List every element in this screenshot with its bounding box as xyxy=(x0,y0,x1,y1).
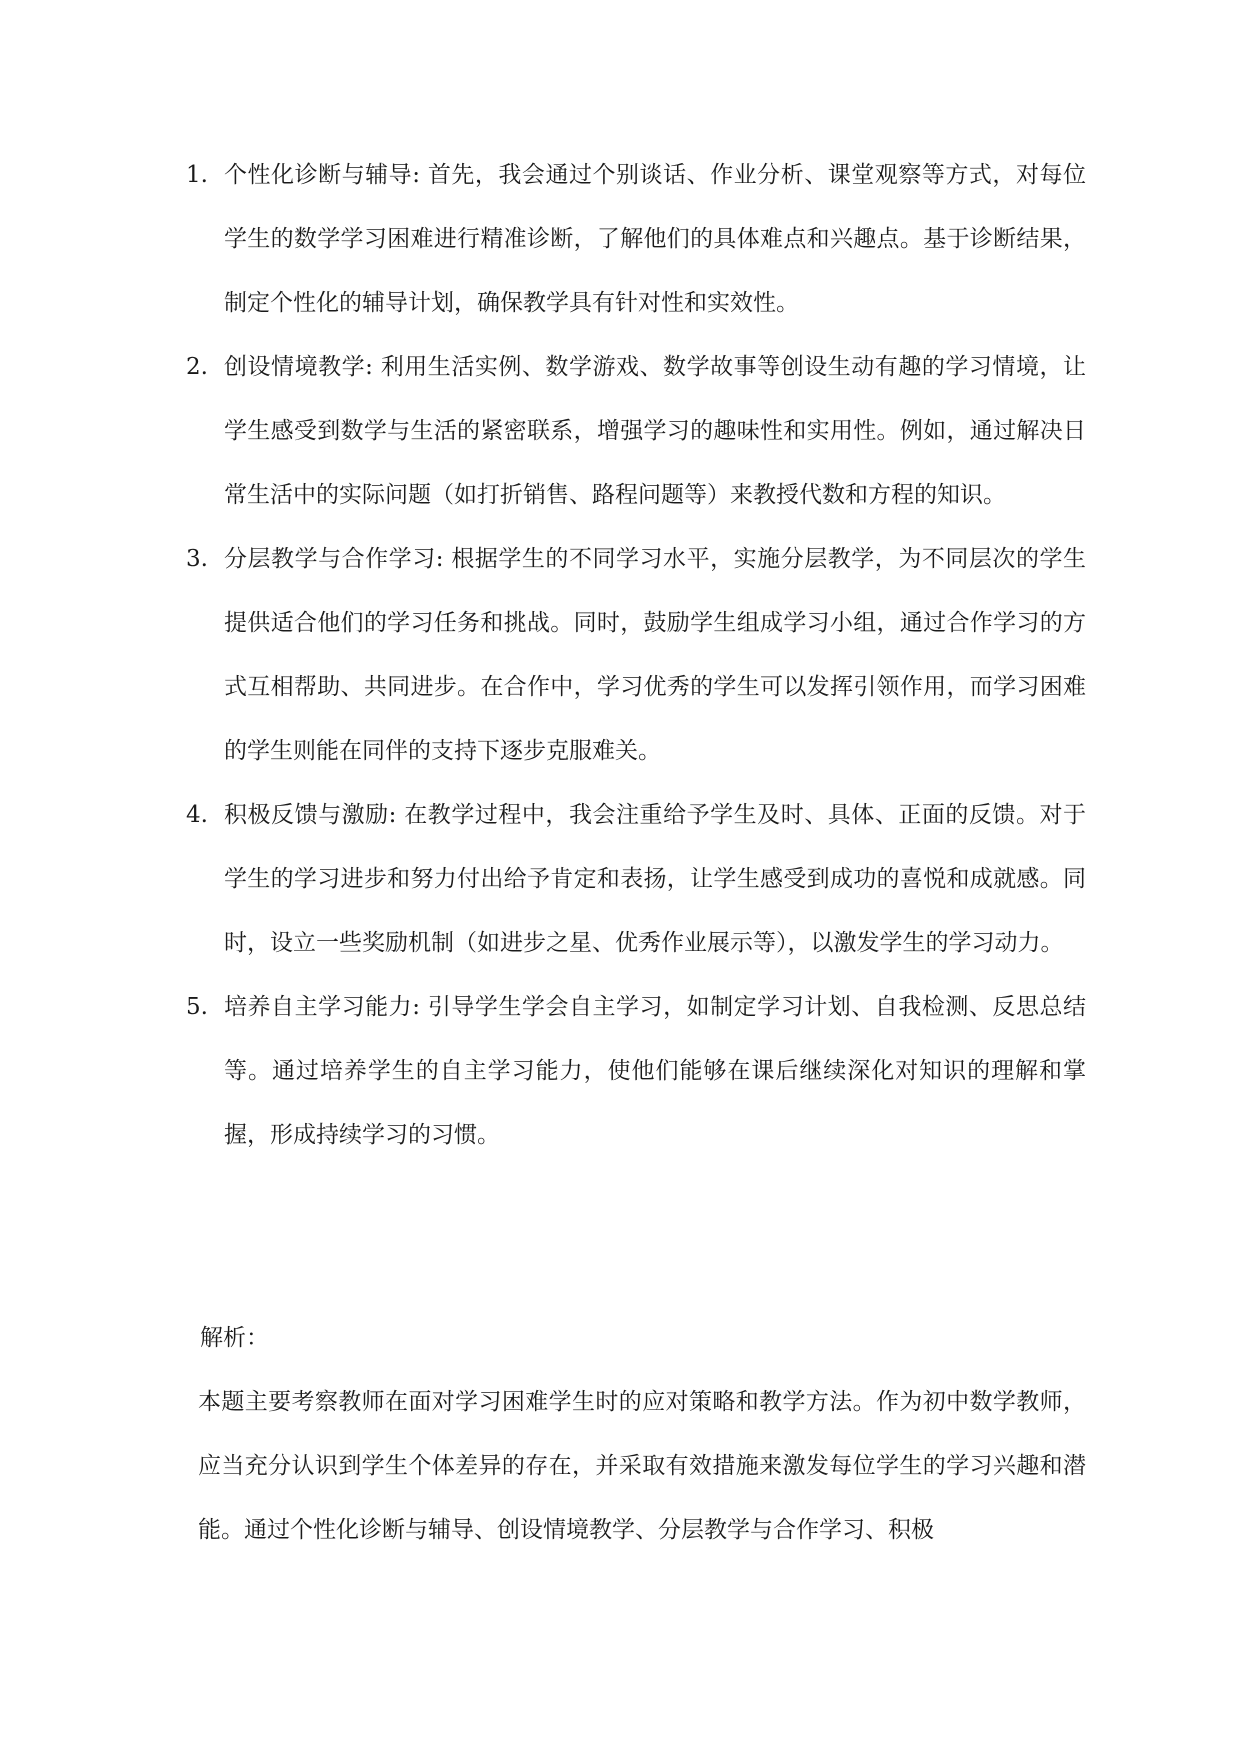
item-heading: 创设情境教学: xyxy=(224,354,373,380)
item-number: 5. xyxy=(186,994,208,1020)
answer-list xyxy=(186,143,1086,1167)
item-heading: 积极反馈与激励: xyxy=(224,802,397,828)
item-number: 4. xyxy=(186,802,208,828)
item-number: 2. xyxy=(186,354,208,380)
item-heading: 培养自主学习能力: xyxy=(224,994,420,1020)
analysis-paragraph: 本题主要考察教师在面对学习困难学生时的应对策略和教学方法。作为初中数学教师，应当充分认识到学生个体差异的存在，并采取有效措施来激发每位学生的学习兴趣和潜能。通过个性化诊断与辅导、创设情境教学、分层教学与合作学习、积极 xyxy=(198,1389,1086,1543)
analysis-label: 解析： xyxy=(200,1325,269,1351)
item-heading: 个性化诊断与辅导: xyxy=(224,162,420,188)
list-item xyxy=(186,335,1086,527)
list-item xyxy=(186,143,1086,335)
item-body: 首先，我会通过个别谈话、作业分析、课堂观察等方式，对每位学生的数学学习困难进行精准诊断，了解他们的具体难点和兴趣点。基于诊断结果，制定个性化的辅导计划，确保教学具有针对性和实效性。 xyxy=(224,162,1087,316)
item-body: 在教学过程中，我会注重给予学生及时、具体、正面的反馈。对于学生的学习进步和努力付出给予肯定和表扬，让学生感受到成功的喜悦和成就感。同时，设立一些奖励机制（如进步之星、优秀作业展示等），以激发学生的学习动力。 xyxy=(224,802,1087,956)
list-item xyxy=(186,783,1086,975)
list-item xyxy=(186,975,1086,1167)
item-number: 3. xyxy=(186,546,208,572)
item-body: 引导学生学会自主学习，如制定学习计划、自我检测、反思总结等。通过培养学生的自主学习能力，使他们能够在课后继续深化对知识的理解和掌握，形成持续学习的习惯。 xyxy=(224,994,1087,1148)
item-body: 利用生活实例、数学游戏、数学故事等创设生动有趣的学习情境，让学生感受到数学与生活的紧密联系，增强学习的趣味性和实用性。例如，通过解决日常生活中的实际问题（如打折销售、路程问题等）来教授代数和方程的知识。 xyxy=(224,354,1087,508)
list-item xyxy=(186,527,1086,783)
item-heading: 分层教学与合作学习: xyxy=(224,546,444,572)
item-number: 1. xyxy=(186,162,208,188)
item-body: 根据学生的不同学习水平，实施分层教学，为不同层次的学生提供适合他们的学习任务和挑战。同时，鼓励学生组成学习小组，通过合作学习的方式互相帮助、共同进步。在合作中，学习优秀的学生可以发挥引领作用，而学习困难的学生则能在同伴的支持下逐步克服难关。 xyxy=(224,546,1087,764)
